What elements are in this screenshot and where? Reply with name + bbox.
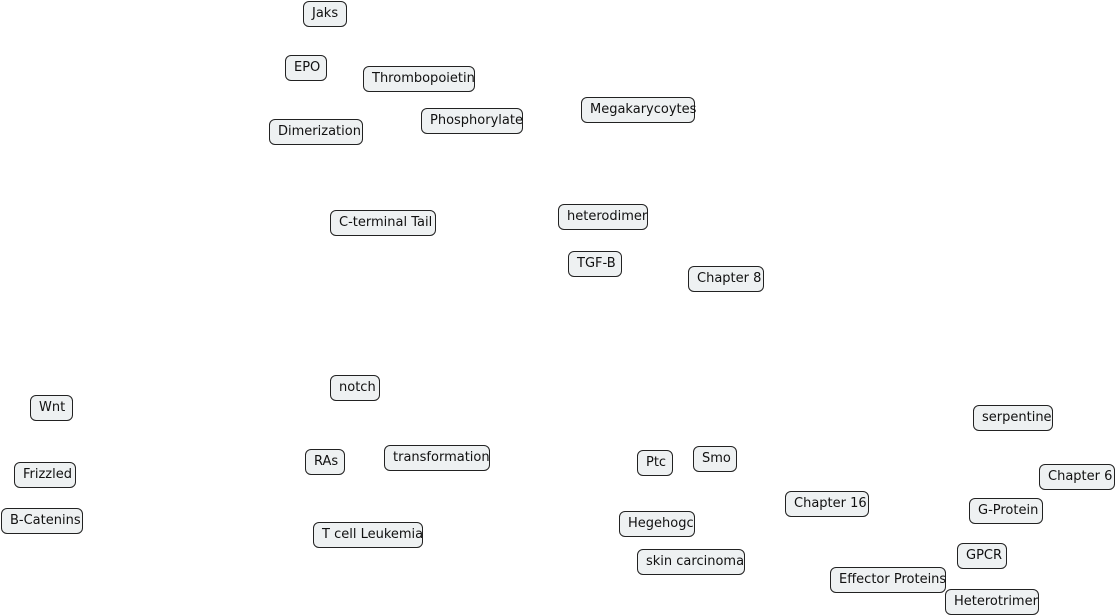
node-thrombopoietin[interactable]: Thrombopoietin <box>363 66 475 92</box>
node-smo[interactable]: Smo <box>693 446 737 472</box>
node-megakarycoytes[interactable]: Megakarycoytes <box>581 97 695 123</box>
node-notch[interactable]: notch <box>330 375 380 401</box>
node-epo[interactable]: EPO <box>285 55 327 81</box>
node-t-cell-leukemia[interactable]: T cell Leukemia <box>313 522 423 548</box>
node-g-protein[interactable]: G-Protein <box>969 498 1043 524</box>
node-chapter-6[interactable]: Chapter 6 <box>1039 464 1115 490</box>
node-b-catenins[interactable]: B-Catenins <box>1 508 83 534</box>
node-gpcr[interactable]: GPCR <box>957 543 1007 569</box>
node-chapter-8[interactable]: Chapter 8 <box>688 266 764 292</box>
node-wnt[interactable]: Wnt <box>30 395 73 421</box>
node-serpentine[interactable]: serpentine <box>973 405 1053 431</box>
node-ras[interactable]: RAs <box>305 449 345 475</box>
node-effector-proteins[interactable]: Effector Proteins <box>830 567 946 593</box>
node-skin-carcinoma[interactable]: skin carcinoma <box>637 549 745 575</box>
node-jaks[interactable]: Jaks <box>303 1 347 27</box>
node-heterotrimer[interactable]: Heterotrimer <box>945 589 1039 615</box>
node-heterodimer[interactable]: heterodimer <box>558 204 648 230</box>
node-transformation[interactable]: transformation <box>384 445 490 471</box>
node-phosphorylate[interactable]: Phosphorylate <box>421 108 523 134</box>
node-chapter-16[interactable]: Chapter 16 <box>785 491 869 517</box>
node-dimerization[interactable]: Dimerization <box>269 119 363 145</box>
node-c-terminal-tail[interactable]: C-terminal Tail <box>330 210 436 236</box>
node-hegehogc[interactable]: Hegehogc <box>619 511 695 537</box>
node-frizzled[interactable]: Frizzled <box>14 462 76 488</box>
node-tgf-b[interactable]: TGF-B <box>568 251 622 277</box>
node-ptc[interactable]: Ptc <box>637 450 673 476</box>
